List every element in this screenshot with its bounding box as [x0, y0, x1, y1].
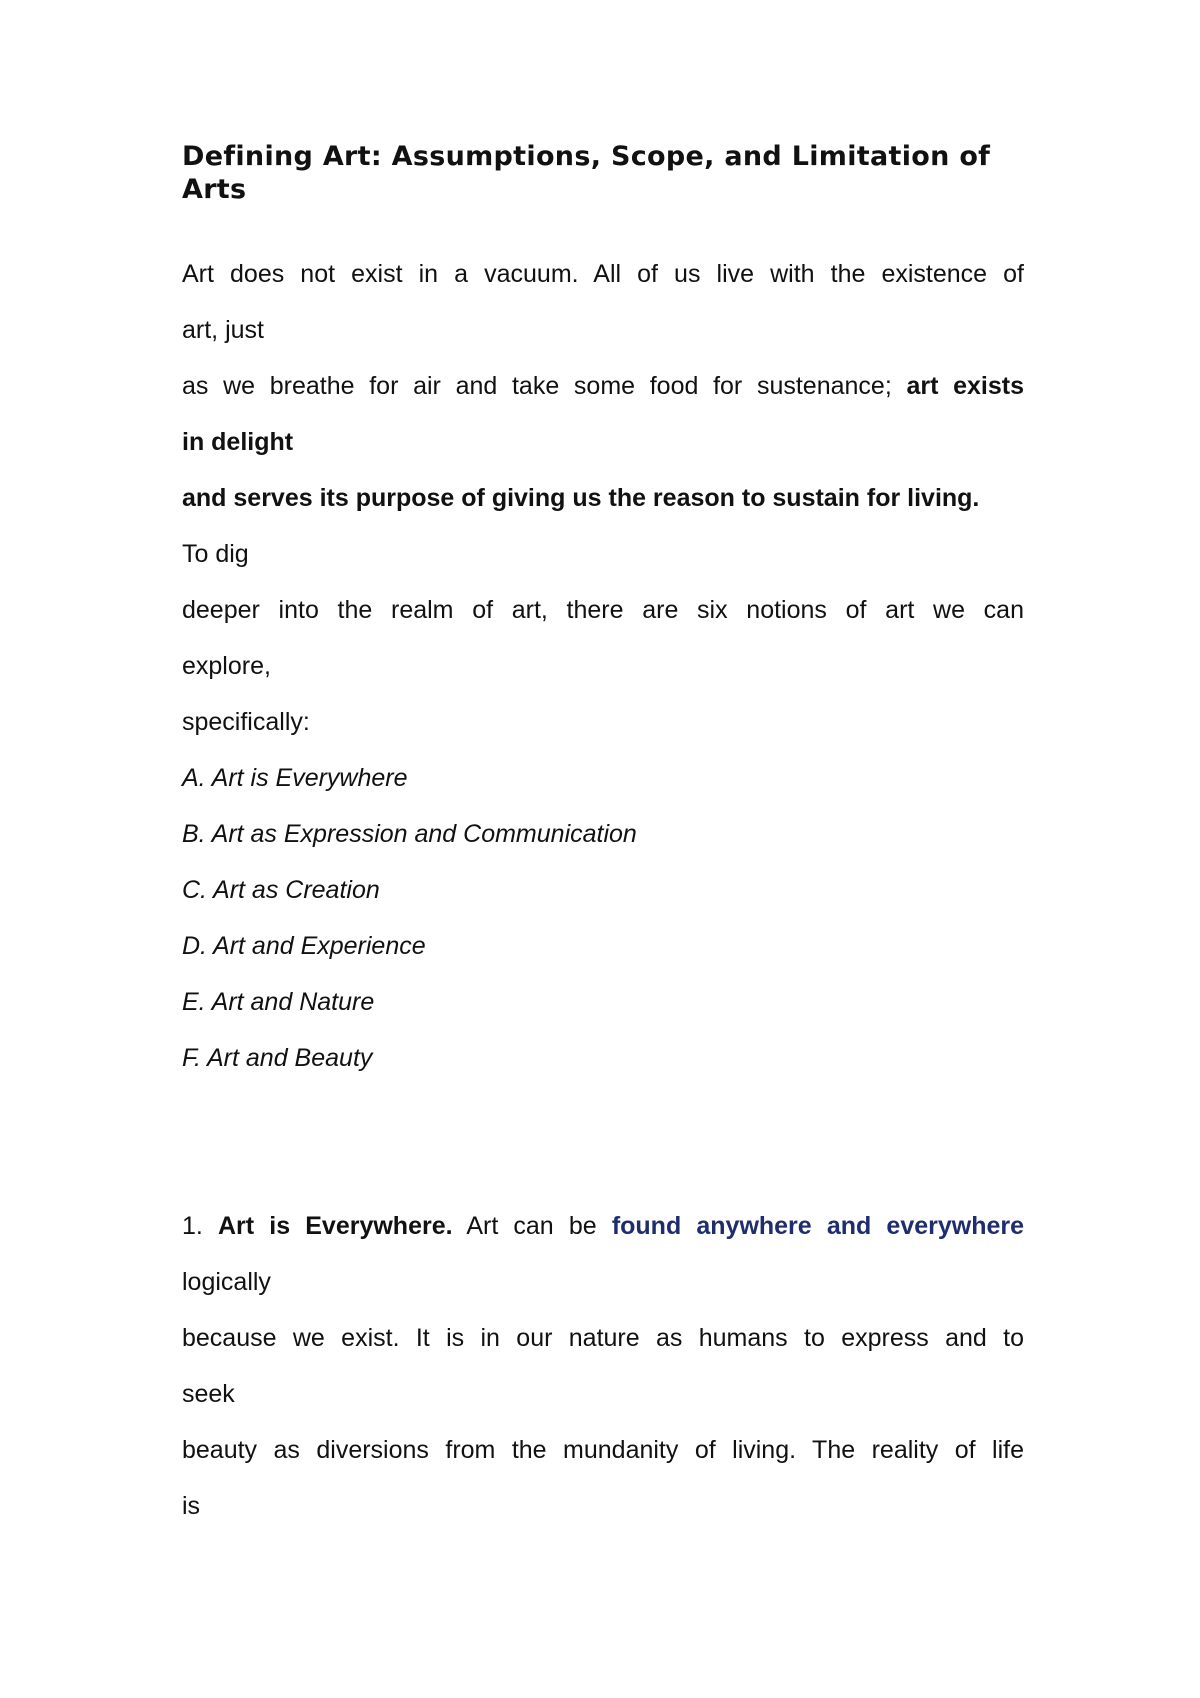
- document-title: Defining Art: Assumptions, Scope, and Limitation of Arts: [182, 141, 991, 205]
- section-1: [182, 1198, 1024, 1534]
- notion-item: E. Art and Nature: [182, 988, 375, 1016]
- intro-line-9: specifically:: [182, 708, 310, 736]
- notion-item: C. Art as Creation: [182, 876, 380, 904]
- section-1-line-4: seek: [182, 1380, 235, 1408]
- document-body: [182, 140, 1024, 1534]
- intro-line-8: explore,: [182, 652, 271, 680]
- intro-line-3-text: as we breathe for air and take some food for sustenance;: [182, 372, 907, 400]
- intro-line-6: To dig: [182, 540, 249, 568]
- intro-bold-phrase: art exists: [906, 372, 1024, 400]
- section-1-heading: Art is Everywhere.: [218, 1212, 453, 1240]
- intro-line-5: and serves its purpose of giving us the reason to sustain for living.: [182, 484, 980, 512]
- notion-item: D. Art and Experience: [182, 932, 426, 960]
- intro-line-7: deeper into the realm of art, there are six notions of art we can: [182, 596, 1024, 624]
- intro-line-3: [182, 358, 1024, 414]
- notion-item: A. Art is Everywhere: [182, 764, 408, 792]
- section-spacer: [182, 1086, 1024, 1198]
- notions-list: [182, 750, 1024, 1086]
- section-1-number: 1.: [182, 1212, 218, 1240]
- notion-item: B. Art as Expression and Communication: [182, 820, 637, 848]
- section-1-line-2: logically: [182, 1268, 271, 1296]
- intro-line-4: in delight: [182, 428, 294, 456]
- section-1-line-5: beauty as diversions from the mundanity of living. The reality of life: [182, 1436, 1024, 1464]
- section-1-line-6: is: [182, 1492, 201, 1520]
- section-1-line-3: because we exist. It is in our nature as humans to express and to: [182, 1324, 1024, 1352]
- section-1-accent-phrase: found anywhere and everywhere: [611, 1212, 1025, 1240]
- notion-item: F. Art and Beauty: [182, 1044, 373, 1072]
- section-1-text: Art can be: [452, 1212, 612, 1240]
- section-1-line-1: [182, 1198, 1024, 1254]
- intro-line-1: Art does not exist in a vacuum. All of us live with the existence of: [182, 260, 1024, 288]
- intro-line-2: art, just: [182, 316, 264, 344]
